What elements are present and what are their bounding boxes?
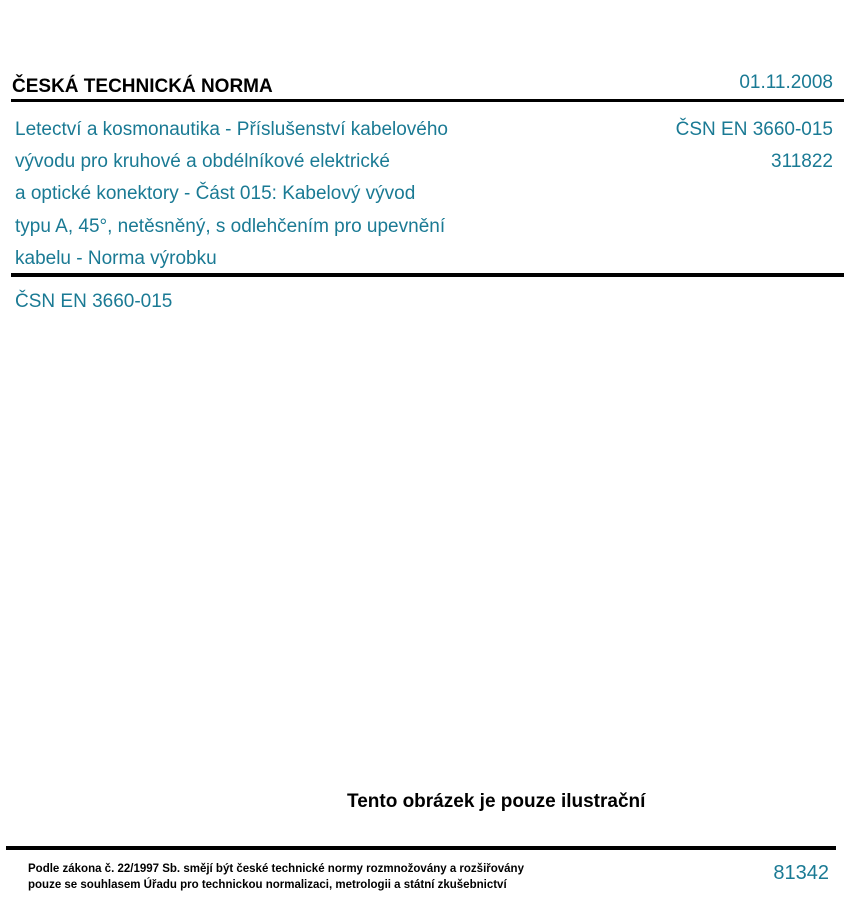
standard-title	[15, 114, 575, 275]
copyright-notice-line: pouze se souhlasem Úřadu pro technickou normalizaci, metrologii a státní zkušebnictví	[28, 878, 507, 891]
order-number: 81342	[773, 862, 829, 884]
standard-reference: ČSN EN 3660-015	[15, 291, 173, 312]
standard-title-line: typu A, 45°, netěsněný, s odlehčením pro upevnění	[15, 215, 446, 237]
divider-bottom	[6, 846, 836, 850]
copyright-notice	[28, 862, 588, 893]
illustration-notice: Tento obrázek je pouze ilustrační	[347, 791, 646, 812]
copyright-notice-line: Podle zákona č. 22/1997 Sb. smějí být české technické normy rozmnožovány a rozšiřovány	[28, 863, 524, 875]
standard-title-line: vývodu pro kruhové a obdélníkové elektrické	[15, 151, 390, 173]
standard-title-line: Letectví a kosmonautika - Příslušenství kabelového	[15, 119, 449, 140]
document-heading: ČESKÁ TECHNICKÁ NORMA	[12, 76, 273, 97]
standard-title-line: a optické konektory - Část 015: Kabelový vývod	[15, 183, 416, 205]
issue-date: 01.11.2008	[739, 72, 833, 93]
divider-top	[11, 99, 844, 102]
standard-code: ČSN EN 3660-015	[675, 119, 833, 140]
standard-title-line: kabelu - Norma výrobku	[15, 247, 217, 269]
divider-middle	[11, 273, 844, 277]
classification-number: 311822	[771, 151, 833, 172]
